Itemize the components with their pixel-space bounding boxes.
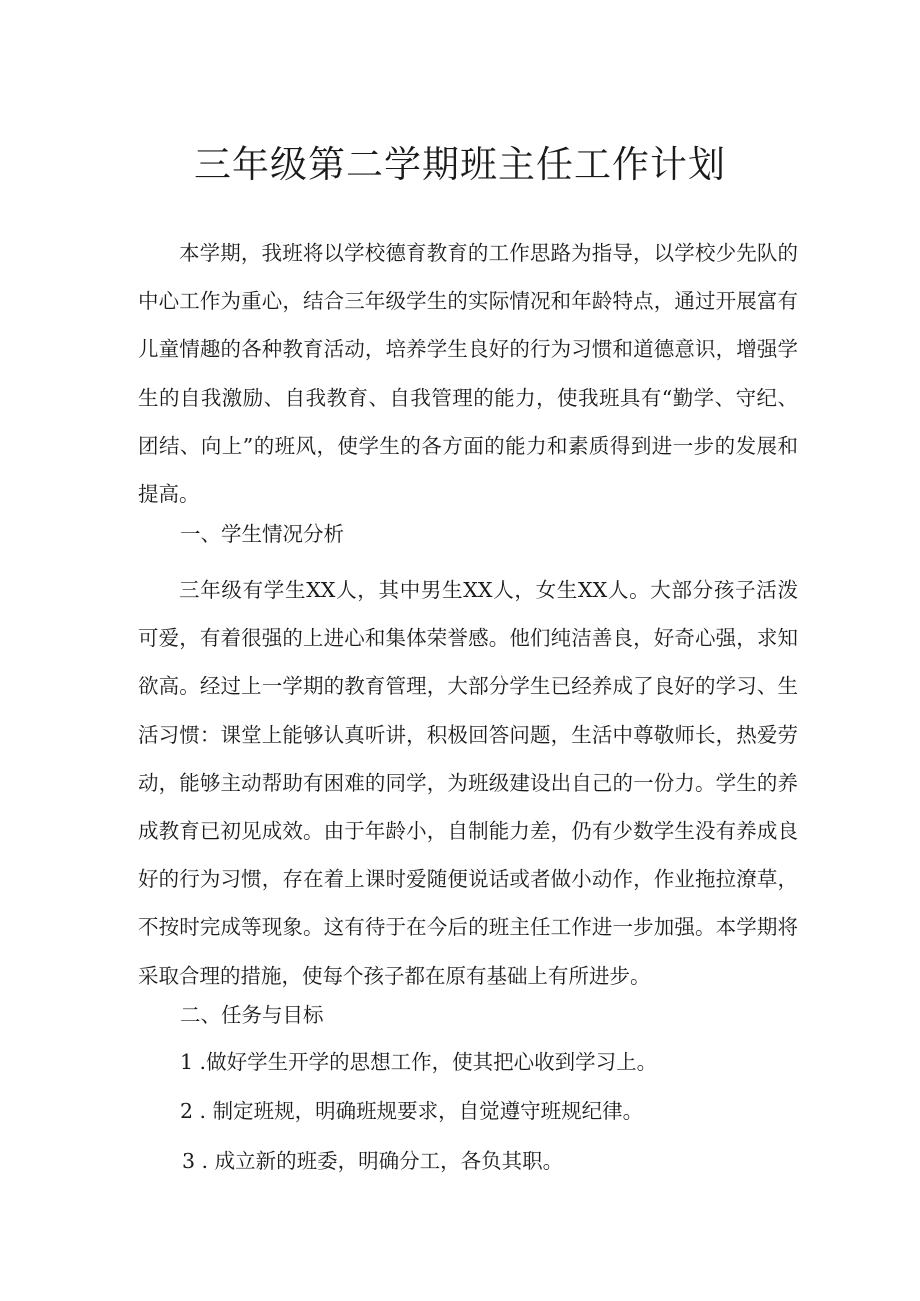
document-title: 三年级第二学期班主任工作计划 [194,143,726,186]
task-item-1: 1 .做好学生开学的思想工作，使其把心收到学习上。 [180,1050,658,1074]
task-item-2: 2 . 制定班规，明确班规要求，自觉遵守班规纪律。 [180,1099,644,1123]
intro-paragraph: 本学期，我班将以学校德育教育的工作思路为指导，以学校少先队的中心工作为重心，结合三年级学生的实际情况和年龄特点，通过开展富有儿童情趣的各种教育活动，培养学生良好的行为习惯和道德意识，增强学生的自我激励、自我教育、自我管理的能力，使我班具有“勤学、守纪、团结、向上”的班风，使学生的各方面的能力和素质得到进一步的发展和提高。 [138,241,798,507]
section-1-heading: 一、学生情况分析 [180,522,344,546]
section-2-heading: 二、任务与目标 [180,1003,324,1027]
section-1-body: 三年级有学生XX人，其中男生XX人，女生XX人。大部分孩子活泼可爱，有着很强的上进心和集体荣誉感。他们纯洁善良，好奇心强，求知欲高。经过上一学期的教育管理，大部分学生已经养成了良好的学习、生活习惯：课堂上能够认真听讲，积极回答问题，生活中尊敬师长，热爱劳动，能够主动帮助有困难的同学，为班级建设出自己的一份力。学生的养成教育已初见成效。由于年龄小，自制能力差，仍有少数学生没有养成良好的行为习惯，存在着上课时爱随便说话或者做小动作，作业拖拉潦草，不按时完成等现象。这有待于在今后的班主任工作进一步加强。本学期将采取合理的措施，使每个孩子都在原有基础上有所进步。 [138,578,798,988]
task-item-3: 3 . 成立新的班委，明确分工，各负其职。 [182,1149,564,1173]
